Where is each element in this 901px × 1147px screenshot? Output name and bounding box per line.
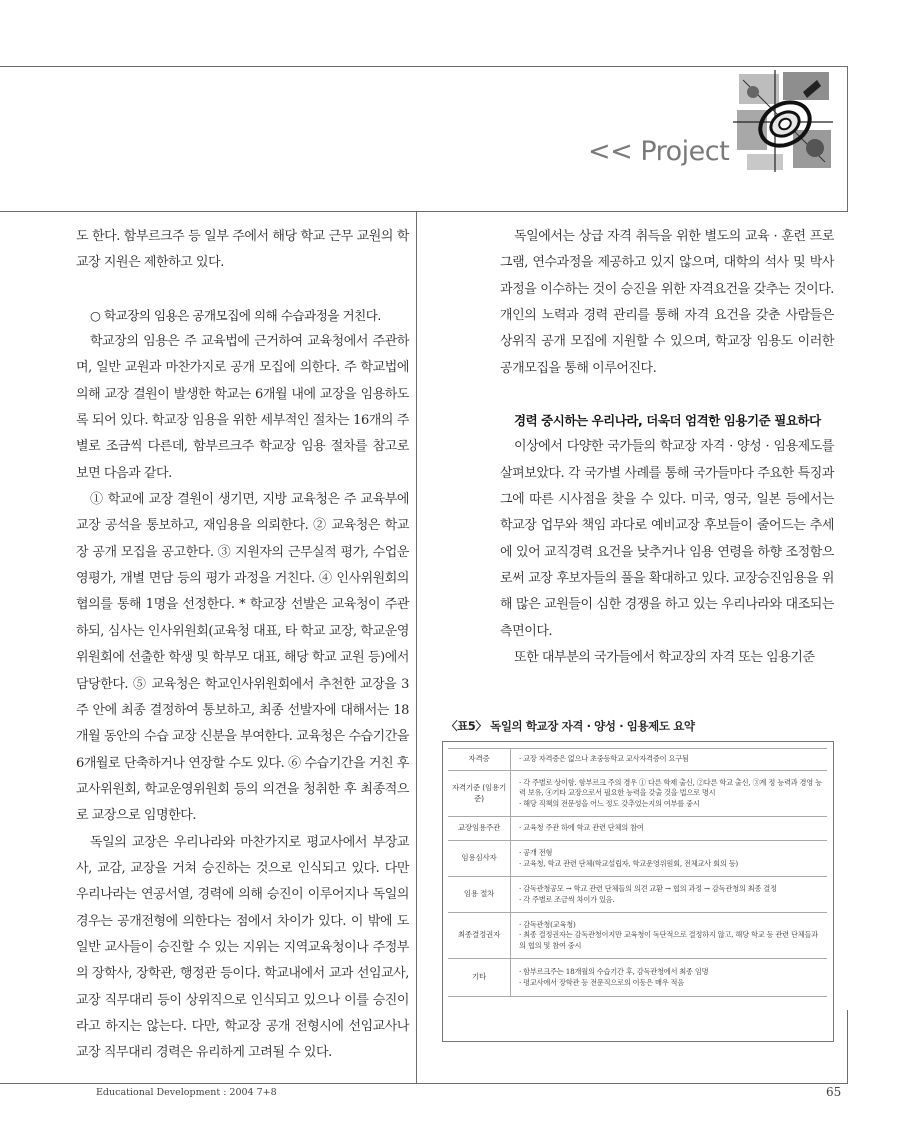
table-row-key: 임용 절차 [448,877,511,913]
left-subheading: ○ 학교장의 임용은 공개모집에 의해 수습과정을 거친다. [90,307,381,323]
table-row-value [511,913,828,959]
table-row [448,877,827,913]
table-row [448,913,827,959]
table-row [448,841,827,877]
left-text-column [76,224,409,1067]
table-row-key: 기타 [448,959,511,997]
table-row-line: · 최종 결정권자는 감독관청이지만 교육청이 독단적으로 결정하지 않고, 해당 학교 등 관련 단체들과의 협의 및 참여 중시 [519,930,818,950]
table-row-line: · 감독관청(교육청) [519,919,576,929]
table-row-key: 최종결정권자 [448,913,511,959]
left-paragraph-1: 도 한다. 함부르크주 등 일부 주에서 해당 학교 근무 교원의 학교장 지원은 제한하고 있다. [76,229,409,271]
table-row [448,817,827,841]
column-divider [416,212,417,1084]
table-row-line: · 각 주별로 조금씩 차이가 있음. [519,894,615,904]
right-text-column [500,224,834,672]
right-heading: 경력 중시하는 우리나라, 더욱더 엄격한 임용기준 필요하다 [514,413,821,429]
table-row [448,771,827,817]
table-row-key: 자격증 [448,749,511,771]
table-row-line: · 교육청, 학교 관련 단체(학교설립자, 학교운영위원회, 전체교사 회의 등) [519,858,739,868]
page-right-rule [847,1010,848,1084]
header-bottom-rule [0,211,848,212]
table-row-value [511,771,828,817]
table-row-line: · 교육청 주관 하에 학교 관련 단체의 참여 [519,823,644,833]
section-label: << Project [588,136,730,167]
header-right-rule [847,66,848,212]
table-row-value [511,749,828,771]
table-row-line: · 공개 전형 [519,848,553,857]
page-number: 65 [826,1085,842,1099]
left-paragraph-3: ① 학교에 교장 결원이 생기면, 지방 교육청은 주 교육부에 교장 공석을 통보하고, 재임용을 의뢰한다. ② 교육청은 학교장 공개 모집을 공고한다. ③ 지원자의 근무실적 평가, 수업운영평가, 개별 면담 등의 평가 과정을 거친다. ④ 인사위원회의 협의를 통해 1명을 선정한다. * 학교장 선발은 교육청이 주관하되, 심사는 인사위원회(교육청 대표, 타 학교 교장, 학교운영위원회에 선출한 학생 및 학부모 대표, 해당 학교 교원 등)에서 담당한다. ⑤ 교육청은 학교인사위원회에서 추천한 교장을 3주 안에 최종 결정하여 통보하고, 최종 선발자에 대해서는 18개월 동안의 수습 교장 신분을 부여한다. 교육청은 수습기간을 6개월로 단축하거나 연장할 수도 있다. ⑥ 수습기간을 거친 후 교사위원회, 학교운영위원회 등의 의견을 청취한 후 최종적으로 교장으로 임명한다. [76,492,409,824]
table-row-value [511,841,828,877]
right-paragraph-1: 독일에서는 상급 자격 취득을 위한 별도의 교육 · 훈련 프로그램, 연수과정을 제공하고 있지 않으며, 대학의 석사 및 박사과정을 이수하는 것이 승진을 위한 자격요건을 갖추는 것이다. 개인의 노력과 경력 관리를 통해 자격 요건을 갖춘 사람들은 상위직 공개 모집에 지원할 수 있으며, 학교장 임용도 이러한 공개모집을 통해 이루어진다. [500,229,834,376]
project-logo-graphic-icon [733,70,833,172]
table-row-line: · 평교사에서 장학관 등 전문직으로의 이동은 매우 적음 [519,977,685,987]
header-top-rule [0,66,848,67]
table-row-line: · 각 주별로 상이함. 함부르크 주의 경우 ① 다른 학제 출신, ②다른 학교 출신, ③계 정 능력과 경영 능력 보유, ④기타 교장으로서 필요한 능력을 갖출 것을 법으로 명시 [519,777,822,798]
table-row-key: 교장임용주관 [448,817,511,841]
table-row-value [511,817,828,841]
table-row [448,959,827,997]
table-row-line: · 해당 직책의 전문성을 어느 정도 갖추었는지의 여부를 중시 [519,798,700,808]
footer-rule [0,1083,848,1084]
left-paragraph-4: 독일의 교장은 우리나라와 마찬가지로 평교사에서 부장교사, 교감, 교장을 거쳐 승진하는 것으로 인식되고 있다. 다만 우리나라는 연공서열, 경력에 의해 승진이 이루어지나 독일의 경우는 공개전형에 의한다는 점에서 차이가 있다. 이 밖에 도 일반 교사들이 승진할 수 있는 지위는 지역교육청이나 주정부의 장학사, 장학관, 행정관 등이다. 학교내에서 교과 선임교사, 교장 직무대리 등이 상위직으로 인식되고 있으나 이를 승진이라고 하지는 않는다. 다만, 학교장 공개 전형시에 선임교사나 교장 직무대리 경력은 유리하게 고려될 수 있다. [76,834,409,1061]
left-paragraph-2: 학교장의 임용은 주 교육법에 근거하여 교육청에서 주관하며, 일반 교원과 마찬가지로 공개 모집에 의한다. 주 학교법에 의해 교장 결원이 발생한 학교는 6개월 내에 교장을 임용하도록 되어 있다. 학교장 임용을 위한 세부적인 절차는 16개의 주별로 조금씩 다른데, 함부르크주 학교장 임용 절차를 참고로 보면 다음과 같다. [76,334,409,481]
summary-table-box [442,741,834,1042]
table-row-key: 자격기준 (임용기준) [448,771,511,817]
right-paragraph-2: 이상에서 다양한 국가들의 학교장 자격 · 양성 · 임용제도를 살펴보았다. 각 국가별 사례를 통해 국가들마다 주요한 특징과 그에 따른 시사점을 찾을 수 있다. 미국, 영국, 일본 등에서는 학교장 업무와 책임 과다로 예비교장 후보들이 줄어드는 추세에 있어 교직경력 요건을 낮추거나 임용 연령을 하향 조정함으로써 교장 후보자들의 풀을 확대하고 있다. 교장승진임용을 위해 많은 교원들이 심한 경쟁을 하고 있는 우리나라와 대조되는 측면이다. [500,439,834,639]
table-row-key: 임용심사자 [448,841,511,877]
footer-journal: Educational Development : 2004 7+8 [96,1087,277,1098]
table-row-value [511,877,828,913]
summary-table [448,748,827,997]
table-row-line: · 감독관청공모 → 학교 관련 단체들의 의견 교환 → 협의 과정 → 감독관청의 최종 결정 [519,884,777,893]
right-paragraph-3: 또한 대부분의 국가들에서 학교장의 자격 또는 임용기준 [514,650,815,666]
table-row [448,749,827,771]
table-row-line: · 함부르크주는 18개월의 수습기간 후, 감독관청에서 최종 임명 [519,967,709,976]
table-row-value [511,959,828,997]
table-title: 〈표5〉 독일의 학교장 자격 · 양성 · 임용제도 요약 [446,719,695,733]
table-row-line: · 교장 자격증은 없으나 초중등학교 교사자격증이 요구됨 [519,754,689,764]
